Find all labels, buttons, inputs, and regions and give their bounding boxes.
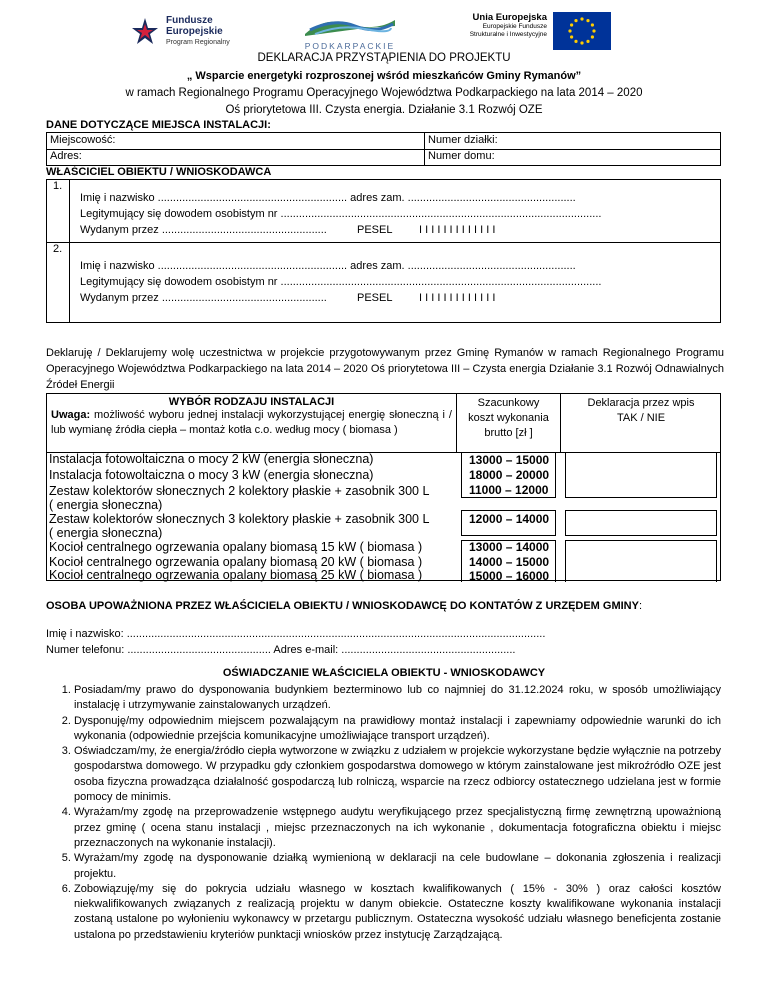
installation-row-5-cost: 13000 – 14000 [469, 540, 550, 554]
installation-row-2-label: Instalacja fotowoltaiczna o mocy 3 kW (energia słoneczna) [49, 468, 374, 482]
installation-row-3-label: Zestaw kolektorów słonecznych 2 kolektory płaskie + zasobnik 300 L [49, 484, 430, 498]
installation-decl-input-3[interactable] [565, 540, 717, 582]
statement-list [46, 683, 721, 943]
fe-line2: Europejskie [166, 25, 223, 37]
priority-line: Oś priorytetowa III. Czysta energia. Działanie 3.1 Rozwój OZE [225, 104, 543, 116]
owner-1-pesel-label: PESEL [357, 224, 393, 236]
declaration-text: Deklaruję / Deklarujemy wolę uczestnictwa w projekcie przygotowywanym przez Gminę Rymanów w ramach Regionalnego Programu Operacyjnego Województwa Podkarpackiego na lata 2014 – 2020 Oś priorytetowa III – Czysta energia Działanie 3.1 Rozwój Odnawialnych Źródeł Energii [46, 347, 724, 391]
ue-line1: Unia Europejska [472, 12, 547, 23]
contact-phone-email-line: Numer telefonu: ............................................... Adres e-mail: ......................................................... [46, 644, 516, 656]
podkarpackie-name: PODKARPACKIE [304, 41, 396, 51]
page-title: DEKLARACJA PRZYSTĄPIENIA DO PROJEKTU [257, 52, 511, 64]
location-heading: DANE DOTYCZĄCE MIEJSCA INSTALACJI: [46, 119, 271, 131]
installation-decl-input-1[interactable] [565, 452, 717, 498]
statement-item: 3. Oświadczam/my, że energia/źródło ciepła wytworzone w związku z udziałem w projekcie wykorzystane będzie wyłącznie na potrzeby gospodarstwa domowego. W przypadku gdy członkiem gospodarstwa domowego w którym zainstalowane jest mikroźródło OZE jest osoba fizyczna prowadząca działalność gospodarczą lub rolniczą, wsparcie na rzecz odbiorcy ostatecznego udzielana jest w formie pomocy de minimis. [74, 744, 721, 805]
installation-row-3-cost: 11000 – 12000 [469, 483, 549, 497]
eu-flag-icon [553, 12, 611, 50]
contact-name-line: Imię i nazwisko: ......................................................................................................................................... [46, 628, 546, 640]
contact-heading: OSOBA UPOWAŻNIONA PRZEZ WŁAŚCICIELA OBIEKTU / WNIOSKODAWCĘ DO KONTATÓW Z URZĘDEM GMINY: [46, 600, 643, 612]
ue-line3: Strukturalne i Inwestycyjne [469, 31, 547, 38]
plot-label: Numer działki: [428, 134, 498, 146]
house-label: Numer domu: [428, 150, 495, 162]
owner-1-number: 1. [53, 180, 63, 192]
statement-item: 2. Dysponuję/my odpowiednim miejscem pozwalającym na prawidłowy montaż instalacji i zapewniamy odpowiednie warunki do ich wykonania (odpowiednie przejścia komunikacyjne umożliwiające transport urządzeń). [74, 714, 721, 745]
statement-item: 4. Wyrażam/my zgodę na przeprowadzenie wstępnego audytu weryfikującego przez specjalistyczną firmę zewnętrzną upoważnioną przez gminę ( ocena stanu instalacji , miejsc przeznaczonych na ich wykonanie , dokumentacja fotograficzna obiektu i miejsc przeznaczonych na wykonanie instalacji). [74, 805, 721, 851]
statement-heading: OŚWIADCZANIE WŁAŚCICIELA OBIEKTU - WNIOSKODAWCY [222, 667, 546, 679]
installation-note: możliwość wyboru jednej instalacji wykorzystującej energię słoneczną i / lub wymianę źródła ciepła – montaż kotła c.o. według mocy ( biomasa ) [51, 409, 452, 436]
installation-row-6-cost: 14000 – 15000 [469, 555, 550, 569]
declaration-header: Deklaracja przez wpis TAK / NIE [587, 397, 695, 424]
installation-row-7-cost: 15000 – 16000 [469, 569, 550, 583]
owner-1-id: Legitymujący się dowodem osobistym nr ......................................................................................................... [80, 208, 602, 220]
installation-row-5-label: Kocioł centralnego ogrzewania opalany biomasą 15 kW ( biomasa ) [49, 540, 423, 554]
cost-header: Szacunkowy koszt wykonania brutto [zł ] [457, 394, 561, 452]
owner-2-pesel-label: PESEL [357, 292, 393, 304]
owner-heading: WŁAŚCICIEL OBIEKTU / WNIOSKODAWCA [46, 166, 272, 178]
logo-unia-europejska [455, 12, 625, 48]
installation-decl-input-2[interactable] [565, 510, 717, 536]
statement-item: 6. Zobowiązuję/my się do pokrycia udziału własnego w kosztach kwalifikowanych ( 15% - 30% ) oraz całości kosztów niekwalifikowanych związanych z realizacją projektu w danym obiekcie. Ostateczne koszty kwalifikowane wykonania instalacji zostaną ustalone po wyłonieniu wykonawcy w przetargu publicznym. Ostateczna wysokość udziału własnego beneficjenta zostanie ustalona po przedstawieniu kryteriów punktacji wniosków przez instytucję Zarządzającą. [74, 882, 721, 943]
installation-row-4-label2: ( energia słoneczna) [49, 526, 163, 540]
statement-item: 5. Wyrażam/my zgodę na dysponowanie działką wymienioną w deklaracji na cele budowlane – dokonania zgłoszenia i realizacji projektu. [74, 851, 721, 882]
program-line: w ramach Regionalnego Programu Operacyjnego Województwa Podkarpackiego na lata 2014 – 2020 [125, 87, 643, 99]
owner-2-name: Imię i nazwisko .............................................................. adres zam. ....................................................... [80, 260, 576, 272]
fe-star-icon [130, 16, 160, 46]
installation-heading: WYBÓR RODZAJU INSTALACJI [168, 396, 335, 408]
owner-2-id: Legitymujący się dowodem osobistym nr ......................................................................................................... [80, 276, 602, 288]
owner-2-number: 2. [53, 243, 63, 255]
address-label: Adres: [50, 150, 82, 162]
installation-row-1-cost: 13000 – 15000 [469, 453, 550, 467]
installation-note-label: Uwaga: [51, 409, 91, 421]
fe-line1: Fundusze [166, 14, 213, 26]
installation-row-6-label: Kocioł centralnego ogrzewania opalany biomasą 20 kW ( biomasa ) [49, 555, 423, 569]
installation-row-7-label: Kocioł centralnego ogrzewania opalany biomasą 25 kW ( biomasa ) [49, 568, 423, 582]
owner-1-name: Imię i nazwisko .............................................................. adres zam. ....................................................... [80, 192, 576, 204]
installation-table [46, 393, 721, 581]
installation-row-4-label: Zestaw kolektorów słonecznych 3 kolektory płaskie + zasobnik 300 L [49, 512, 430, 526]
owner-1-pesel-boxes: I I I I I I I I I I I I I [419, 224, 496, 236]
statement-item: 1. Posiadam/my prawo do dysponowania budynkiem bezterminowo lub co najmniej do 31.12.2024 roku, w sposób umożliwiający instalację i utrzymywanie zainstalowanych urządzeń. [74, 683, 721, 714]
logo-podkarpackie [280, 14, 420, 50]
owner-2-pesel-boxes: I I I I I I I I I I I I I [419, 292, 496, 304]
location-box [46, 132, 721, 166]
podkarpackie-mountains-icon [305, 14, 395, 36]
logo-fundusze-europejskie [130, 14, 250, 48]
installation-row-4-cost: 12000 – 14000 [469, 512, 550, 526]
installation-row-3-label2: ( energia słoneczna) [49, 498, 163, 512]
fe-line3: Program Regionalny [166, 38, 230, 46]
city-label: Miejscowość: [50, 134, 116, 146]
installation-row-2-cost: 18000 – 20000 [469, 468, 550, 482]
owner-box [46, 179, 721, 323]
project-name: „ Wsparcie energetyki rozproszonej wśród mieszkańców Gminy Rymanów” [186, 70, 582, 82]
ue-line2: Europejskie Fundusze [482, 23, 547, 30]
owner-2-issued: Wydanym przez ...................................................... [80, 292, 327, 304]
owner-1-issued: Wydanym przez ...................................................... [80, 224, 327, 236]
installation-row-1-label: Instalacja fotowoltaiczna o mocy 2 kW (energia słoneczna) [49, 452, 374, 466]
